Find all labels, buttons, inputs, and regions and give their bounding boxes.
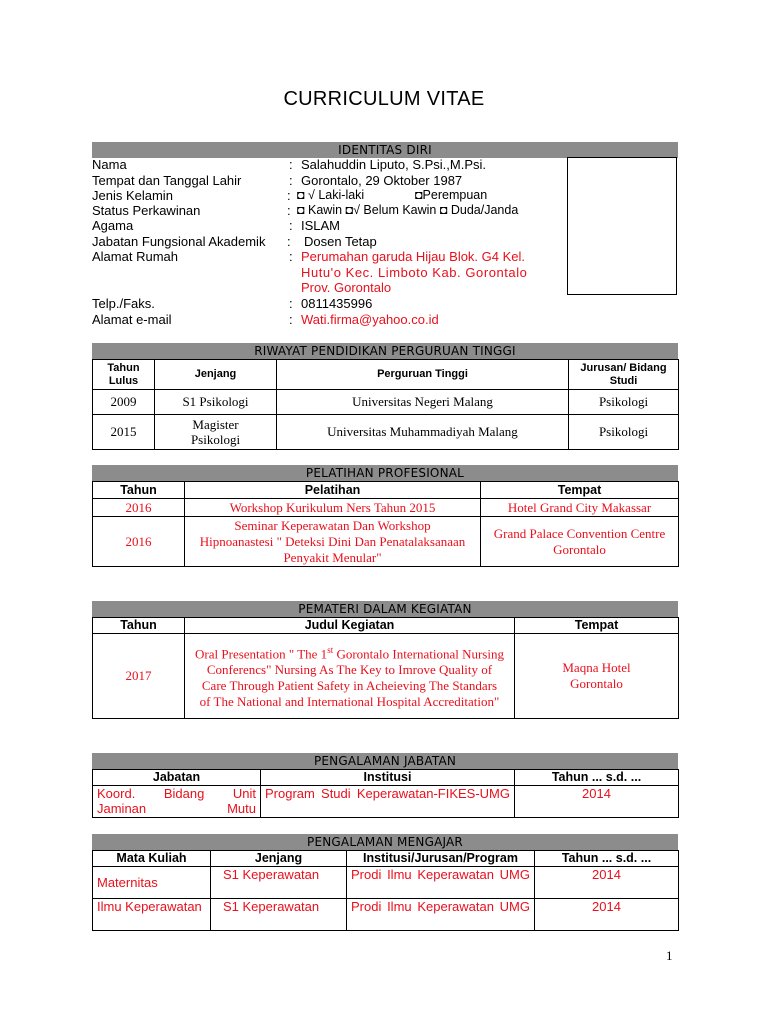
cell-perguruan-tinggi: Universitas Muhammadiyah Malang (277, 415, 569, 450)
colon: : (289, 296, 293, 311)
cell-pelatihan: Workshop Kurikulum Ners Tahun 2015 (185, 499, 481, 517)
header-pelatihan: Pelatihan (185, 482, 481, 499)
cell-tahun: 2009 (93, 390, 155, 415)
header-institusi: Institusi (261, 770, 515, 786)
alamat-label: Alamat Rumah (92, 249, 178, 264)
header-mata-kuliah: Mata Kuliah (93, 851, 211, 867)
cell-jenjang: S1 Keperawatan (211, 899, 347, 931)
table-row (93, 786, 679, 818)
cell-institusi: Program Studi Keperawatan-FIKES-UMG (261, 786, 515, 818)
header-jenjang: Jenjang (211, 851, 347, 867)
cell-tahun: 2014 (515, 786, 679, 818)
header-jenjang: Jenjang (155, 360, 277, 390)
cell-institusi: Prodi Ilmu Keperawatan UMG (347, 867, 535, 899)
pelatihan-table (92, 481, 679, 567)
alamat-line-3: Prov. Gorontalo (301, 280, 392, 295)
section-pendidikan-header: RIWAYAT PENDIDIKAN PERGURUAN TINGGI (92, 343, 678, 359)
nama-value: Salahuddin Liputo, S.Psi.,M.Psi. (301, 157, 486, 172)
cell-tahun: 2014 (535, 899, 679, 931)
header-tahun-lulus: Tahun Lulus (93, 360, 155, 390)
header-tahun: Tahun (93, 618, 185, 634)
email-value: Wati.firma@yahoo.co.id (301, 312, 439, 327)
cell-mata-kuliah: Ilmu Keperawatan (93, 899, 211, 931)
pendidikan-table (92, 359, 679, 450)
header-institusi: Institusi/Jurusan/Program (347, 851, 535, 867)
jk-label: Jenis Kelamin (92, 188, 173, 203)
table-header-row (93, 618, 679, 634)
cell-jabatan: Koord. Bidang Unit Jaminan Mutu (93, 786, 261, 818)
alamat-line-1: Perumahan garuda Hijau Blok. G4 Kel. (301, 249, 526, 264)
nama-label: Nama (92, 157, 127, 172)
table-row (93, 867, 679, 899)
table-row (93, 499, 679, 517)
colon: : (287, 234, 291, 249)
ttl-label: Tempat dan Tanggal Lahir (92, 173, 242, 188)
table-row (93, 415, 679, 450)
table-row (93, 517, 679, 567)
colon: : (287, 203, 291, 218)
colon: : (289, 157, 293, 172)
colon: : (287, 188, 291, 203)
colon: : (289, 312, 293, 327)
jk-option-laki: ◘ √ Laki-laki (297, 188, 365, 202)
table-header-row (93, 770, 679, 786)
table-row (93, 899, 679, 931)
cell-tahun: 2014 (535, 867, 679, 899)
table-header-row (93, 482, 679, 499)
email-label: Alamat e-mail (92, 312, 172, 327)
alamat-line-2: Hutu'o Kec. Limboto Kab. Gorontalo (301, 265, 528, 280)
header-perguruan-tinggi: Perguruan Tinggi (277, 360, 569, 390)
cell-jenjang: Magister Psikologi (155, 415, 277, 450)
cell-institusi: Prodi Ilmu Keperawatan UMG (347, 899, 535, 931)
ttl-value: Gorontalo, 29 Oktober 1987 (301, 173, 463, 188)
cell-perguruan-tinggi: Universitas Negeri Malang (277, 390, 569, 415)
table-header-row (93, 360, 679, 390)
header-tempat: Tempat (481, 482, 679, 499)
telp-value: 0811435996 (301, 296, 373, 311)
table-row (93, 390, 679, 415)
header-tahun: Tahun (93, 482, 185, 499)
header-jurusan: Jurusan/ Bidang Studi (569, 360, 679, 390)
status-label: Status Perkawinan (92, 203, 201, 218)
cell-tempat: Grand Palace Convention Centre Gorontalo (481, 517, 679, 567)
cell-tahun: 2015 (93, 415, 155, 450)
mengajar-table (92, 850, 679, 931)
header-judul-kegiatan: Judul Kegiatan (185, 618, 515, 634)
section-pelatihan-header: PELATIHAN PROFESIONAL (92, 465, 678, 481)
section-pemateri-header: PEMATERI DALAM KEGIATAN (92, 601, 678, 617)
pemateri-table (92, 617, 679, 719)
telp-label: Telp./Faks. (92, 296, 155, 311)
colon: : (289, 173, 293, 188)
jabatan-label: Jabatan Fungsional Akademik (92, 234, 266, 249)
jabatan-value: Dosen Tetap (304, 234, 377, 249)
cell-judul-kegiatan: Oral Presentation " The 1st Gorontalo International Nursing Conferencs" Nursing As The Key to Imrove Quality of Care Through Patient Safety in Acheieving The Standars of The National and International Hospital Accreditation" (185, 634, 515, 719)
header-tahun: Tahun ... s.d. ... (535, 851, 679, 867)
jk-option-perempuan: ◘Perempuan (415, 188, 488, 202)
section-mengajar-header: PENGALAMAN MENGAJAR (92, 834, 678, 850)
section-identitas-header: IDENTITAS DIRI (92, 142, 678, 158)
cell-tahun: 2016 (93, 499, 185, 517)
status-value: ◘ Kawin ◘√ Belum Kawin ◘ Duda/Janda (297, 203, 519, 217)
header-tempat: Tempat (515, 618, 679, 634)
cell-tempat: Hotel Grand City Makassar (481, 499, 679, 517)
cell-pelatihan: Seminar Keperawatan Dan Workshop Hipnoanastesi " Deteksi Dini Dan Penatalaksanaan Penyakit Menular" (185, 517, 481, 567)
table-row (93, 634, 679, 719)
table-header-row (93, 851, 679, 867)
cell-jenjang: S1 Psikologi (155, 390, 277, 415)
cell-jurusan: Psikologi (569, 415, 679, 450)
header-tahun: Tahun ... s.d. ... (515, 770, 679, 786)
cell-tahun: 2017 (93, 634, 185, 719)
colon: : (289, 218, 293, 233)
agama-label: Agama (92, 218, 134, 233)
jabatan-table (92, 769, 679, 818)
colon: : (289, 249, 293, 264)
cell-jenjang: S1 Keperawatan (211, 867, 347, 899)
agama-value: ISLAM (301, 218, 341, 233)
photo-placeholder (567, 157, 677, 295)
cell-mata-kuliah: Maternitas (93, 867, 211, 899)
cell-tempat: Maqna Hotel Gorontalo (515, 634, 679, 719)
cell-jurusan: Psikologi (569, 390, 679, 415)
header-jabatan: Jabatan (93, 770, 261, 786)
page-number: 1 (666, 948, 673, 963)
page-title: CURRICULUM VITAE (283, 88, 485, 110)
section-jabatan-header: PENGALAMAN JABATAN (92, 753, 678, 769)
cell-tahun: 2016 (93, 517, 185, 567)
